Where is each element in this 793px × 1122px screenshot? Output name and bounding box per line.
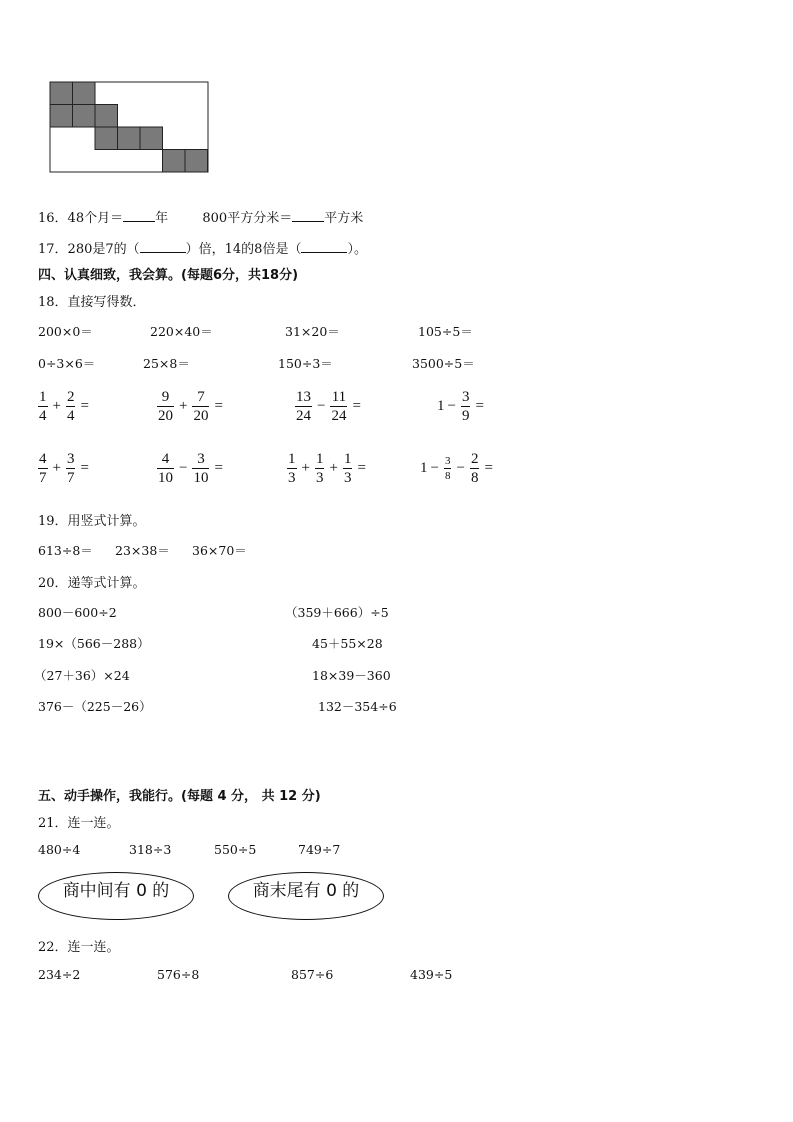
- denominator: 24: [331, 408, 347, 424]
- denominator: 3: [343, 470, 352, 486]
- shaded-squares-figure: [48, 80, 212, 176]
- numerator: 1: [315, 451, 324, 467]
- operator: +: [329, 460, 338, 476]
- numerator: 7: [197, 389, 205, 405]
- question-16: [38, 207, 363, 226]
- calc-item: 376－（225－26）: [38, 699, 152, 714]
- numerator: 3: [66, 451, 75, 467]
- whole-number: 1: [420, 460, 428, 476]
- q16-text-a: 48个月＝: [67, 211, 124, 226]
- q17-text-b: ）倍，14的8倍是（: [185, 242, 302, 257]
- denominator: 24: [296, 408, 311, 424]
- denominator: 3: [288, 470, 296, 486]
- division-item[interactable]: 576÷8: [157, 967, 200, 982]
- denominator: 10: [158, 470, 173, 486]
- denominator: 20: [158, 408, 173, 424]
- calc-item: 18×39－360: [312, 668, 391, 683]
- section-5-title: 五、动手操作，我能行。(每题 4 分， 共 12 分): [38, 789, 321, 804]
- section-4-title: 四、认真细致，我会算。(每题6分，共18分): [38, 268, 299, 283]
- calc-item: 613÷8＝: [38, 543, 93, 558]
- q16-unit-a: 年: [155, 211, 169, 226]
- division-item[interactable]: 234÷2: [38, 967, 81, 982]
- equals-sign: =: [80, 460, 89, 476]
- operator: +: [301, 460, 310, 476]
- division-item[interactable]: 439÷5: [410, 967, 453, 982]
- shaded-square: [50, 82, 73, 105]
- numerator: 2: [470, 451, 479, 467]
- question-20-label: 20．递等式计算。: [38, 576, 146, 591]
- equals-sign: =: [357, 460, 366, 476]
- denominator: 8: [444, 470, 451, 482]
- numerator: 1: [39, 389, 47, 405]
- equals-sign: =: [214, 460, 223, 476]
- denominator: 10: [193, 470, 209, 486]
- equals-sign: =: [484, 460, 493, 476]
- shaded-square: [185, 150, 208, 173]
- answer-blank[interactable]: [140, 240, 186, 253]
- denominator: 7: [66, 470, 75, 486]
- denominator: 20: [193, 408, 209, 424]
- q16-unit-b: 平方米: [324, 211, 364, 226]
- calc-item: （27＋36）×24: [34, 668, 130, 683]
- calc-item: 3500÷5＝: [412, 356, 475, 371]
- question-19-label: 19．用竖式计算。: [38, 514, 146, 529]
- shaded-square: [50, 105, 73, 128]
- shaded-square: [73, 105, 96, 128]
- fraction-expression-3: [293, 389, 364, 424]
- equals-sign: =: [214, 398, 223, 414]
- operator: −: [456, 460, 465, 476]
- question-17: [38, 238, 367, 257]
- division-item[interactable]: 550÷5: [214, 842, 257, 857]
- whole-number: 1: [437, 398, 445, 414]
- division-item[interactable]: 857÷6: [291, 967, 334, 982]
- numerator: 1: [343, 451, 352, 467]
- calc-item: 31×20＝: [285, 324, 340, 339]
- division-item[interactable]: 318÷3: [129, 842, 172, 857]
- fraction-expression-8: [420, 451, 496, 486]
- denominator: 4: [66, 408, 75, 424]
- question-21-label: 21．连一连。: [38, 816, 120, 831]
- shaded-square: [163, 150, 186, 173]
- calc-item: 132－354÷6: [318, 699, 397, 714]
- shaded-square: [118, 127, 141, 150]
- denominator: 4: [39, 408, 47, 424]
- numerator: 1: [288, 451, 296, 467]
- numerator: 4: [161, 451, 170, 467]
- fraction-expression-7: [285, 451, 369, 486]
- operator: −: [179, 460, 188, 476]
- operator: −: [430, 460, 439, 476]
- calc-item: 36×70＝: [192, 543, 247, 558]
- numerator: 3: [197, 451, 205, 467]
- shaded-square: [95, 127, 118, 150]
- q17-text-c: ）。: [347, 242, 367, 257]
- fraction-expression-1: [36, 389, 92, 424]
- answer-blank[interactable]: [123, 209, 155, 222]
- question-number: 17．: [38, 242, 68, 257]
- numerator: 3: [461, 389, 470, 405]
- question-18-label: 18．直接写得数．: [38, 295, 146, 310]
- calc-item: 800－600÷2: [38, 605, 117, 620]
- answer-blank[interactable]: [292, 209, 324, 222]
- numerator: 4: [39, 451, 47, 467]
- q17-text-a: 280是7的（: [67, 242, 140, 257]
- ellipse-label: 商中间有 0 的: [62, 880, 170, 901]
- denominator: 7: [39, 470, 47, 486]
- equals-sign: =: [80, 398, 89, 414]
- calc-item: 25×8＝: [143, 356, 190, 371]
- equals-sign: =: [352, 398, 361, 414]
- operator: +: [52, 398, 61, 414]
- question-22-label: 22．连一连。: [38, 940, 120, 955]
- operator: −: [447, 398, 456, 414]
- equals-sign: =: [475, 398, 484, 414]
- calc-item: 23×38＝: [115, 543, 170, 558]
- shaded-square: [95, 105, 118, 128]
- shaded-square: [73, 82, 96, 105]
- numerator: 11: [331, 389, 347, 405]
- category-ellipse-middle-zero[interactable]: [38, 872, 194, 920]
- q16-text-b: 800平方分米＝: [202, 211, 293, 226]
- division-item[interactable]: 480÷4: [38, 842, 81, 857]
- division-item[interactable]: 749÷7: [298, 842, 341, 857]
- calc-item: 105÷5＝: [418, 324, 473, 339]
- numerator: 9: [161, 389, 170, 405]
- calc-item: 150÷3＝: [278, 356, 333, 371]
- denominator: 8: [470, 470, 479, 486]
- fraction-expression-5: [36, 451, 92, 486]
- denominator: 3: [315, 470, 324, 486]
- operator: +: [179, 398, 188, 414]
- numerator: 3: [444, 455, 451, 467]
- category-ellipse-end-zero[interactable]: [228, 872, 384, 920]
- calc-item: 220×40＝: [150, 324, 213, 339]
- operator: +: [52, 460, 61, 476]
- fraction-expression-2: [155, 389, 226, 424]
- ellipse-label: 商末尾有 0 的: [252, 880, 360, 901]
- question-number: 16．: [38, 211, 68, 226]
- calc-item: 19×（566－288）: [38, 636, 150, 651]
- answer-blank[interactable]: [301, 240, 347, 253]
- shaded-square: [140, 127, 163, 150]
- calc-item: 200×0＝: [38, 324, 93, 339]
- fraction-expression-6: [155, 451, 226, 486]
- numerator: 2: [66, 389, 75, 405]
- numerator: 13: [296, 389, 311, 405]
- denominator: 9: [461, 408, 470, 424]
- calc-item: （359＋666）÷5: [285, 605, 389, 620]
- fraction-expression-4: [437, 389, 487, 424]
- operator: −: [317, 398, 326, 414]
- calc-item: 45＋55×28: [312, 636, 383, 651]
- calc-item: 0÷3×6＝: [38, 356, 96, 371]
